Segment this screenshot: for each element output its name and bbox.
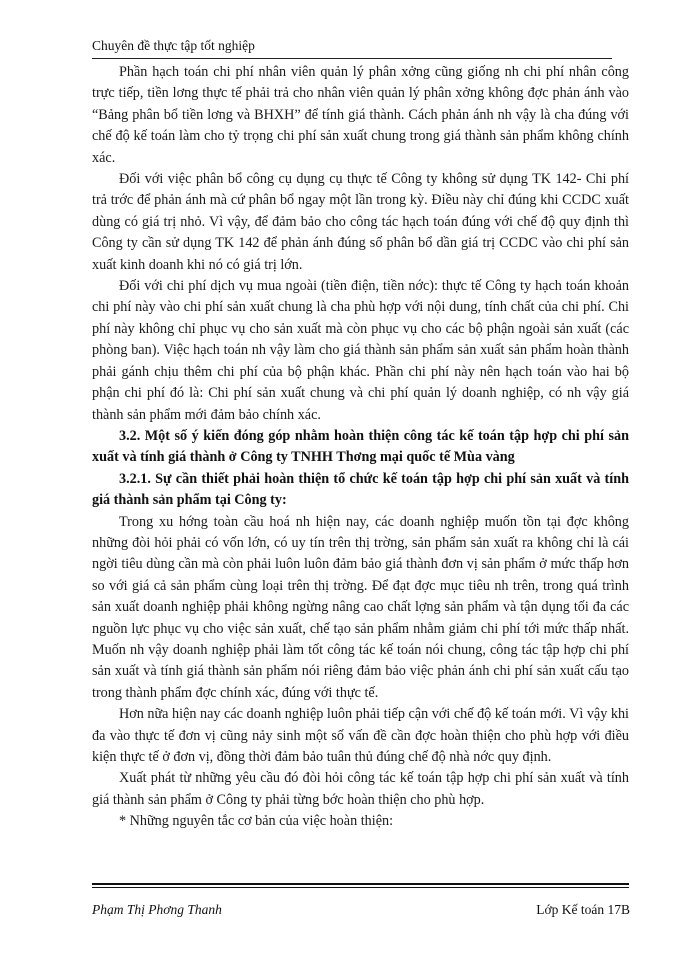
document-body xyxy=(92,62,629,833)
heading-3-2-main: 3.2. Một số ý kiến đóng góp nhằm hoàn thiện công tác kế toán tập hợp chi phí sản xuất và tính giá thành ở Công ty TNHH xyxy=(92,427,629,466)
footer-rule-thin xyxy=(92,887,629,888)
heading-3-2-company: Thơng mại quốc tế Mùa vàng xyxy=(332,449,515,466)
heading-3-2 xyxy=(92,426,629,469)
footer-rule-thick xyxy=(92,883,629,885)
paragraph-globalization: Trong xu hớng toàn cầu hoá nh hiện nay, các doanh nghiệp muốn tồn tại đợc không những đòi hỏi phải có vốn lớn, có uy tín trên thị trờng, sản phẩm sản xuất ra không chỉ là cái ngời tiêu dùng cần mà còn phải luôn luôn đảm bảo giá thành đơn vị sản phẩm ở mức thấp hơn so với giá cả sản phẩm cùng loại trên thị trờng. Để đạt đợc mục tiêu nh trên, trong quá trình sản xuất doanh nghiệp phải không ngừng nâng cao chất lợng sản phẩm và tận dụng tối đa các nguồn lực phục vụ cho việc sản xuất, chế tạo sản phẩm nhằm giảm chi phí tới mức thấp nhất. Muốn nh vậy doanh nghiệp phải làm tốt công tác kế toán nói chung, công tác tập hợp chi phí sản xuất và tính giá thành sản phẩm nói riêng đảm bảo việc phản ánh chi phí sản xuất cấu tạo trong thành phẩm đợc chính xác, đúng với thực tế. xyxy=(92,513,629,701)
heading-3-2-1: 3.2.1. Sự cần thiết phải hoàn thiện tổ chức kế toán tập hợp chi phí sản xuất và tính giá thành sản phẩm tại Công ty: xyxy=(92,470,629,509)
footer-class: Lớp Kế toán 17B xyxy=(536,902,630,917)
paragraph-new-regime: Hơn nữa hiện nay các doanh nghiệp luôn phải tiếp cận với chế độ kế toán mới. Vì vậy khi đa vào thực tế đơn vị cũng nảy sinh một số vấn đề cần đợc hoàn thiện cho phù hợp với điều kiện thực tế ở đơn vị, đồng thời đảm bảo tuân thủ đúng chế độ nhà nớc quy định. xyxy=(92,706,629,765)
header-title: Chuyên đề thực tập tốt nghiệp xyxy=(92,38,255,53)
paragraph-outsourced-services: Đối với chi phí dịch vụ mua ngoài (tiền điện, tiền nớc): thực tế Công ty hạch toán khoản chi phí này vào chi phí sản xuất chung là cha phù hợp với nội dung, tính chất của chi phí. Chi phí này không chỉ phục vụ cho sản xuất mà còn phục vụ cho các bộ phận ngoài sản xuất (các phòng ban). Việc hạch toán nh vậy làm cho giá thành sản phẩm sản xuất sản phẩm hoàn thành phải gánh chịu thêm chi phí của bộ phận khác. Phần chi phí này nên hạch toán vào hai bộ phận chi phí đó là: Chi phí sản xuất chung và chi phí quản lý doanh nghiệp, có nh vậy giá thành sản phẩm mới đảm bảo chính xác. xyxy=(92,278,629,423)
paragraph-principles: * Những nguyên tắc cơ bản của việc hoàn thiện: xyxy=(119,813,394,830)
paragraph-direct-costs: Phần hạch toán chi phí nhân viên quản lý phân xởng cũng giống nh chi phí nhân công trực tiếp, tiền lơng thực tế phải trả cho nhân viên quản lý phân xởng không đợc phản ánh vào “Bảng phân bổ tiền lơng và BHXH” để tính giá thành. Cách phản ánh nh vậy là cha đúng với chế độ kế toán làm cho tỷ trọng chi phí sản xuất chung trong giá thành sản phẩm không chính xác. xyxy=(92,64,629,166)
paragraph-tools-allocation: Đối với việc phân bổ công cụ dụng cụ thực tế Công ty không sử dụng TK 142- Chi phí trả trớc để phản ánh mà cứ phân bổ ngay một lần trong kỳ. Điều này chỉ đúng khi CCDC xuất dùng có giá trị nhỏ. Vì vậy, để đảm bảo cho công tác hạch toán đúng với chế độ quy định thì Công ty cần sử dụng TK 142 để phản ánh đúng số phân bổ dần giá trị CCDC vào chi phí sản xuất kinh doanh khi nó có giá trị lớn. xyxy=(92,171,629,273)
footer-author: Phạm Thị Phơng Thanh xyxy=(92,902,222,917)
paragraph-requirements: Xuất phát từ những yêu cầu đó đòi hỏi công tác kế toán tập hợp chi phí sản xuất và tính giá thành sản phẩm ở Công ty phải từng bớc hoàn thiện cho phù hợp. xyxy=(92,770,629,808)
page-header xyxy=(92,38,612,59)
